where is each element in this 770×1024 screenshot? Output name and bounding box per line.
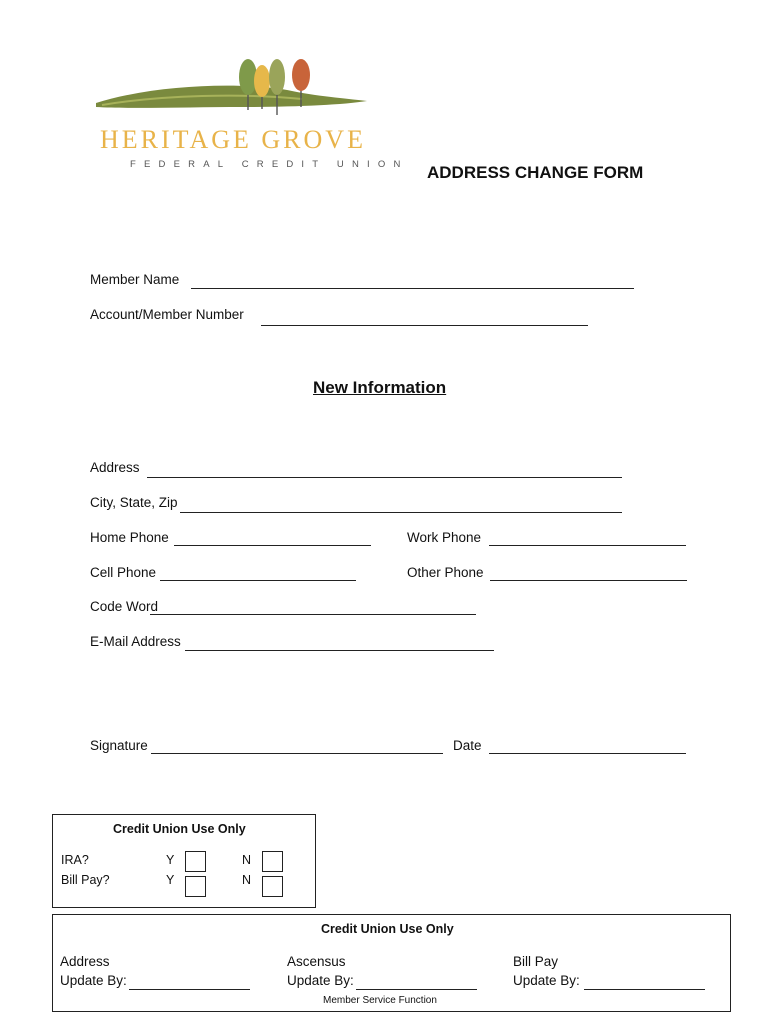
tree-orange-icon (292, 59, 310, 91)
code-word-label: Code Word (90, 599, 159, 614)
other-phone-field[interactable] (490, 580, 687, 581)
address-update-bottom: Update By: (60, 973, 127, 988)
billpay-update-field[interactable] (584, 989, 705, 990)
home-phone-label: Home Phone (90, 530, 169, 545)
ascensus-update-top: Ascensus (287, 954, 346, 969)
ira-no-label: N (242, 853, 252, 867)
cu-use-box-2 (52, 914, 731, 1012)
other-phone-label: Other Phone (407, 565, 484, 580)
signature-label: Signature (90, 738, 148, 753)
address-field[interactable] (147, 477, 622, 478)
ira-yes-label: Y (166, 853, 175, 867)
date-field[interactable] (489, 753, 686, 754)
billpay-yes-checkbox[interactable] (185, 876, 206, 897)
address-update-field[interactable] (129, 989, 250, 990)
hill-shape (96, 86, 367, 108)
tree-yellow-icon (254, 65, 270, 97)
billpay-update-bottom: Update By: (513, 973, 580, 988)
work-phone-label: Work Phone (407, 530, 482, 545)
member-name-label: Member Name (90, 272, 180, 287)
date-label: Date (453, 738, 482, 753)
billpay-yes-label: Y (166, 873, 175, 887)
ira-yes-checkbox[interactable] (185, 851, 206, 872)
billpay-no-label: N (242, 873, 252, 887)
work-phone-field[interactable] (489, 545, 686, 546)
logo-graphic (92, 55, 372, 125)
address-update-top: Address (60, 954, 110, 969)
email-label: E-Mail Address (90, 634, 181, 649)
email-field[interactable] (185, 650, 494, 651)
account-number-label: Account/Member Number (90, 307, 244, 322)
billpay-no-checkbox[interactable] (262, 876, 283, 897)
logo-name: HERITAGE GROVE (100, 125, 366, 154)
member-name-field[interactable] (191, 288, 634, 289)
tree-olive-icon (269, 59, 285, 95)
code-word-field[interactable] (150, 614, 476, 615)
ascensus-update-bottom: Update By: (287, 973, 354, 988)
form-title: ADDRESS CHANGE FORM (427, 163, 644, 182)
cell-phone-label: Cell Phone (90, 565, 157, 580)
signature-field[interactable] (151, 753, 443, 754)
cu-use-box-1 (52, 814, 316, 908)
member-service-footer: Member Service Function (323, 995, 437, 1006)
home-phone-field[interactable] (174, 545, 371, 546)
city-state-zip-label: City, State, Zip (90, 495, 178, 510)
cu-box2-heading: Credit Union Use Only (321, 922, 454, 936)
account-number-field[interactable] (261, 325, 588, 326)
city-state-zip-field[interactable] (180, 512, 622, 513)
address-label: Address (90, 460, 140, 475)
cu-box1-heading: Credit Union Use Only (113, 822, 246, 836)
billpay-update-top: Bill Pay (513, 954, 559, 969)
ascensus-update-field[interactable] (356, 989, 477, 990)
billpay-label: Bill Pay? (61, 873, 110, 887)
cell-phone-field[interactable] (160, 580, 356, 581)
logo (92, 55, 409, 175)
ira-label: IRA? (61, 853, 89, 867)
ira-no-checkbox[interactable] (262, 851, 283, 872)
section-heading: New Information (313, 378, 447, 397)
logo-subtitle: FEDERAL CREDIT UNION (130, 159, 409, 170)
